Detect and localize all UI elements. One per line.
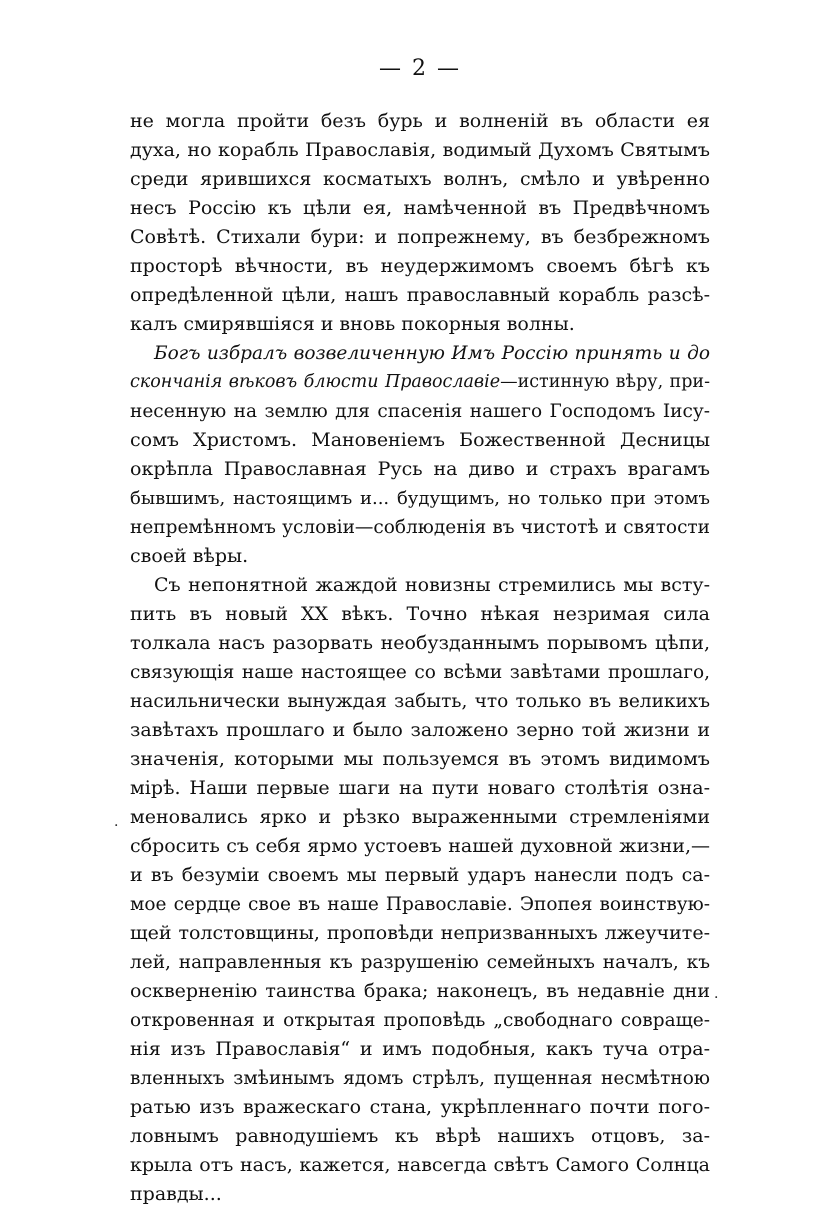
text-line: толкала насъ разорвать необузданнымъ порывомъ цѣпи,: [130, 632, 710, 654]
text-line: мірѣ. Наши первые шаги на пути новаго столѣтія озна-: [130, 777, 710, 799]
text-line: ратью изъ вражескаго стана, укрѣпленнаго почти пого-: [130, 1096, 710, 1118]
text-phrase: —истинную вѣру, при-: [500, 372, 710, 392]
text-line: духа, но корабль Православія, водимый Духомъ Святымъ: [130, 139, 710, 161]
text-line: значенія, которыми мы пользуемся въ этомъ видимомъ: [130, 748, 710, 770]
text-line: крыла отъ насъ, кажется, навсегда свѣтъ Самого Солнца: [130, 1154, 710, 1176]
text-line: опредѣленной цѣли, нашъ православный корабль разсѣ-: [130, 284, 710, 306]
paragraph-2: [130, 339, 710, 571]
text-line: и въ безуміи своемъ мы первый ударъ нанесли подъ са-: [130, 864, 710, 886]
paragraph-3: [130, 571, 710, 1209]
text-line: среди ярившихся косматыхъ волнъ, смѣло и увѣренно: [130, 168, 710, 190]
text-line: своей вѣры.: [130, 545, 249, 567]
text-line: Съ непонятной жаждой новизны стремились мы всту-: [154, 574, 710, 596]
text-line: сбросить съ себя ярмо устоевъ нашей духовной жизни,—: [130, 835, 710, 857]
text-line: калъ смирявшіяся и вновь покорныя волны.: [130, 313, 575, 335]
text-line: просторѣ вѣчности, въ неудержимомъ своемъ бѣгѣ къ: [130, 255, 710, 277]
text-line: лей, направленныя къ разрушенію семейныхъ началъ, къ: [130, 952, 710, 973]
text-line: откровенная и открытая проповѣдь „свободнаго совраще-: [130, 1010, 710, 1031]
text-line: непремѣнномъ условіи—соблюденія въ чистотѣ и святости: [130, 517, 710, 538]
text-line: меновались ярко и рѣзко выраженными стремленіями: [130, 806, 710, 828]
print-speck: ·: [714, 990, 719, 1006]
text-line: сомъ Христомъ. Мановеніемъ Божественной Десницы: [130, 429, 710, 451]
italic-line: Богъ избралъ возвеличенную Имъ Россію принять и до: [154, 343, 710, 364]
text-line: несъ Россію къ цѣли ея, намѣченной въ Предвѣчномъ: [130, 197, 710, 219]
italic-phrase: скончанія вѣковъ блюсти Православіе: [130, 372, 501, 392]
paragraph-1: [130, 107, 710, 339]
text-line: не могла пройти безъ бурь и волненій въ области ея: [130, 110, 710, 132]
text-line: нія изъ Православія“ и имъ подобныя, какъ туча отра-: [130, 1038, 710, 1060]
text-line: несенную на землю для спасенія нашего Господомъ Іису-: [130, 401, 710, 422]
text-line: пить въ новый XX вѣкъ. Точно нѣкая незримая сила: [130, 603, 710, 625]
text-line: бывшимъ, настоящимъ и... будущимъ, но только при этомъ: [130, 488, 710, 509]
print-speck: ·: [114, 818, 119, 834]
text-line: правды...: [130, 1183, 222, 1205]
text-line: связующія наше настоящее со всѣми завѣтами прошлаго,: [130, 662, 710, 683]
text-line: оскверненію таинства брака; наконецъ, въ недавніе дни: [130, 980, 710, 1002]
book-page: [130, 56, 710, 1209]
mixed-line: [130, 368, 710, 397]
text-line: щей толстовщины, проповѣди непризванныхъ лжеучите-: [130, 922, 710, 944]
text-line: ловнымъ равнодушіемъ къ вѣрѣ нашихъ отцовъ, за-: [130, 1125, 710, 1147]
text-line: Совѣтѣ. Стихали бури: и попрежнему, въ безбрежномъ: [130, 226, 710, 248]
page-number: — 2 —: [379, 56, 461, 81]
text-line: насильнически вынуждая забыть, что только въ великихъ: [130, 691, 710, 712]
text-line: окрѣпла Православная Русь на диво и страхъ врагамъ: [130, 458, 710, 480]
text-line: мое сердце свое въ наше Православіе. Эпопея воинствую-: [130, 894, 710, 915]
text-line: завѣтахъ прошлаго и было заложено зерно той жизни и: [130, 719, 710, 741]
text-line: вленныхъ змѣинымъ ядомъ стрѣлъ, пущенная несмѣтною: [130, 1068, 710, 1089]
